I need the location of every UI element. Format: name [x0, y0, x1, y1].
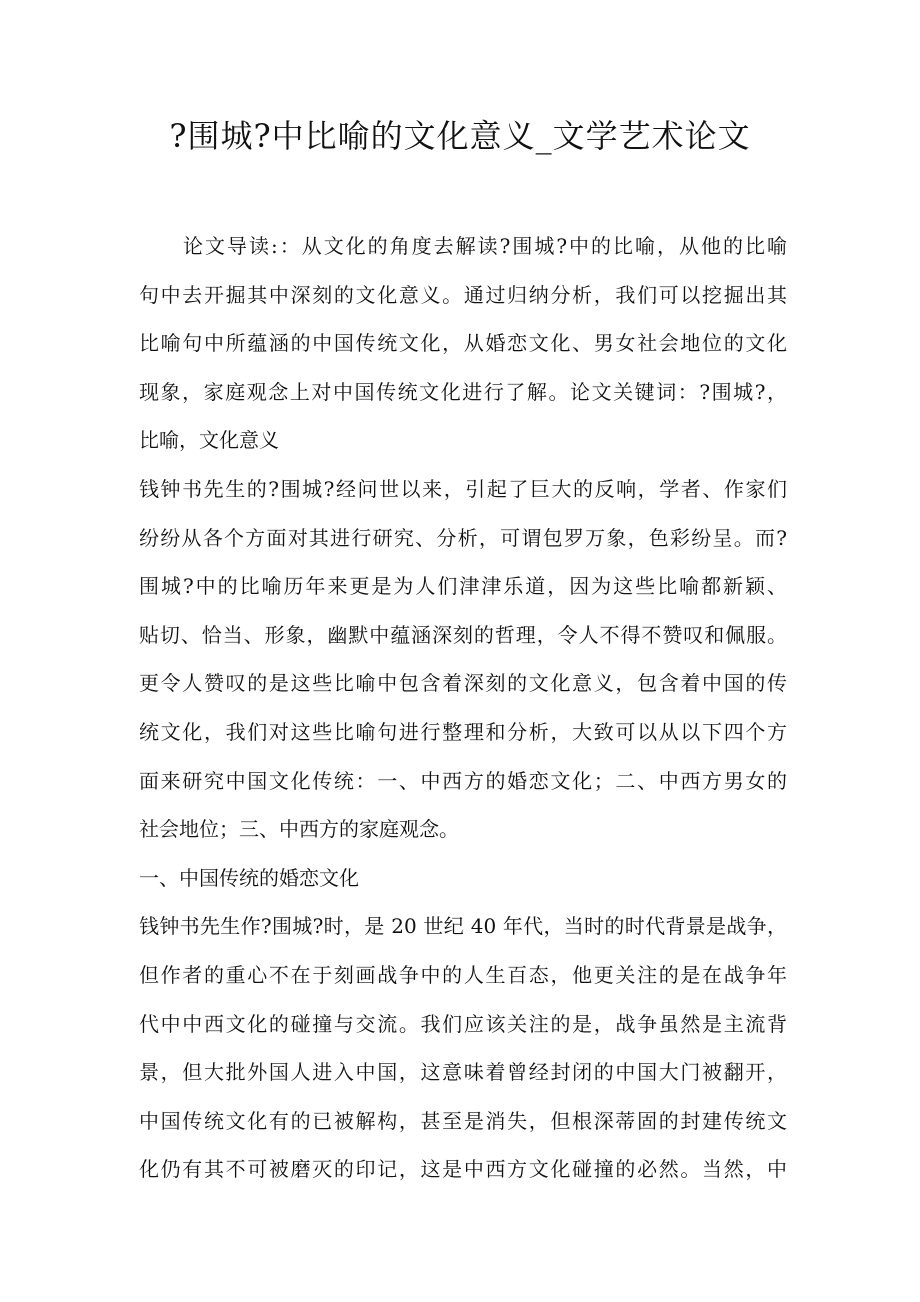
abstract-line: 现象，家庭观念上对中国传统文化进行了解。论文关键词：?围城?，	[139, 379, 787, 404]
paragraph-line: 中国传统文化有的已被解构，甚至是消失，但根深蒂固的封建传统文	[139, 1108, 787, 1133]
abstract-line: 比喻句中所蕴涵的中国传统文化，从婚恋文化、男女社会地位的文化	[139, 331, 787, 356]
paragraph-line: 化仍有其不可被磨灭的印记，这是中西方文化碰撞的必然。当然，中	[139, 1157, 787, 1182]
section-heading: 一、中国传统的婚恋文化	[139, 865, 359, 890]
paragraph-line: 社会地位；三、中西方的家庭观念。	[139, 817, 459, 842]
paragraph-line: 围城?中的比喻历年来更是为人们津津乐道，因为这些比喻都新颖、	[139, 574, 787, 599]
paragraph-line: 钱钟书先生作?围城?时，是 20 世纪 40 年代，当时的时代背景是战争，	[139, 914, 787, 939]
abstract-line: 比喻，文化意义	[139, 428, 279, 453]
paragraph-line: 统文化，我们对这些比喻句进行整理和分析，大致可以从以下四个方	[139, 719, 787, 744]
paragraph-line: 但作者的重心不在于刻画战争中的人生百态，他更关注的是在战争年	[139, 962, 787, 987]
paragraph-line: 钱钟书先生的?围城?经问世以来，引起了巨大的反响，学者、作家们	[139, 476, 787, 501]
paragraph-line: 更令人赞叹的是这些比喻中包含着深刻的文化意义，包含着中国的传	[139, 671, 787, 696]
paragraph-line: 面来研究中国文化传统：一、中西方的婚恋文化；二、中西方男女的	[139, 768, 787, 793]
abstract-line: 句中去开掘其中深刻的文化意义。通过归纳分析，我们可以挖掘出其	[139, 282, 787, 307]
document-body	[139, 222, 787, 1194]
paragraph-line: 景，但大批外国人进入中国，这意味着曾经封闭的中国大门被翻开，	[139, 1060, 787, 1085]
paragraph-line: 纷纷从各个方面对其进行研究、分析，可谓包罗万象，色彩纷呈。而?	[139, 525, 787, 550]
abstract-line: 论文导读:：从文化的角度去解读?围城?中的比喻，从他的比喻	[183, 234, 787, 258]
paragraph-line: 贴切、恰当、形象，幽默中蕴涵深刻的哲理，令人不得不赞叹和佩服。	[139, 622, 787, 647]
document-title: ?围城?中比喻的文化意义_文学艺术论文	[169, 117, 751, 155]
paragraph-line: 代中中西文化的碰撞与交流。我们应该关注的是，战争虽然是主流背	[139, 1011, 787, 1036]
